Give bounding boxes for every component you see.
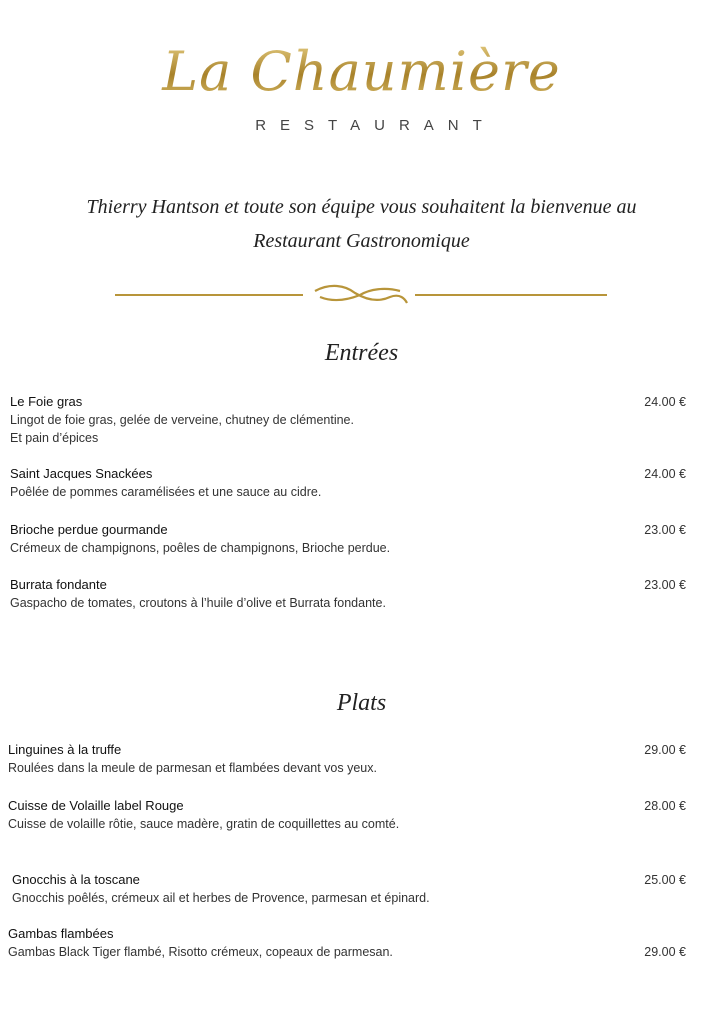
item-price: 28.00 € (644, 799, 686, 813)
item-name: Le Foie gras (10, 394, 83, 409)
item-price: 24.00 € (644, 467, 686, 481)
item-description: Lingot de foie gras, gelée de verveine, chutney de clémentine. (10, 413, 354, 427)
item-price: 23.00 € (644, 578, 686, 592)
welcome-text-line2: Restaurant Gastronomique (253, 230, 470, 252)
item-name: Cuisse de Volaille label Rouge (8, 798, 184, 813)
menu-item (8, 741, 686, 777)
item-price: 29.00 € (644, 743, 686, 757)
item-description: Cuisse de volaille rôtie, sauce madère, gratin de coquillettes au comté. (8, 817, 400, 831)
welcome-text-line1: Thierry Hantson et toute son équipe vous souhaitent la bienvenue au (86, 196, 637, 218)
item-name: Brioche perdue gourmande (10, 522, 168, 537)
menu-item (10, 393, 686, 447)
menu-item (8, 797, 686, 833)
item-description: Et pain d’épices (10, 431, 99, 445)
item-name: Burrata fondante (10, 577, 107, 592)
item-price: 29.00 € (644, 945, 686, 959)
menu-item (12, 871, 686, 907)
item-description: Crémeux de champignons, poêles de champignons, Brioche perdue. (10, 541, 391, 555)
item-price: 23.00 € (644, 523, 686, 537)
item-price: 25.00 € (644, 873, 686, 887)
item-description: Gambas Black Tiger flambé, Risotto crémeux, copeaux de parmesan. (8, 945, 393, 959)
ornamental-divider (115, 283, 607, 307)
item-price: 24.00 € (644, 395, 686, 409)
item-description: Roulées dans la meule de parmesan et flambées devant vos yeux. (8, 761, 377, 775)
menu-item (10, 521, 686, 557)
item-name: Saint Jacques Snackées (10, 466, 153, 481)
item-description: Poêlée de pommes caramélisées et une sauce au cidre. (10, 485, 322, 499)
restaurant-logo: La Chaumière (0, 40, 723, 103)
item-description: Gaspacho de tomates, croutons à l’huile d’olive et Burrata fondante. (10, 596, 386, 610)
menu-item (10, 465, 686, 501)
item-name: Linguines à la truffe (8, 742, 122, 757)
logo-subtitle: RESTAURANT (255, 117, 496, 134)
menu-item (10, 576, 686, 612)
item-description: Gnocchis poêlés, crémeux ail et herbes de Provence, parmesan et épinard. (12, 891, 430, 905)
item-name: Gambas flambées (8, 926, 114, 941)
item-name: Gnocchis à la toscane (12, 872, 140, 887)
section-title-plats: Plats (336, 690, 387, 716)
section-title-entrees: Entrées (324, 340, 399, 366)
menu-item (8, 925, 686, 961)
